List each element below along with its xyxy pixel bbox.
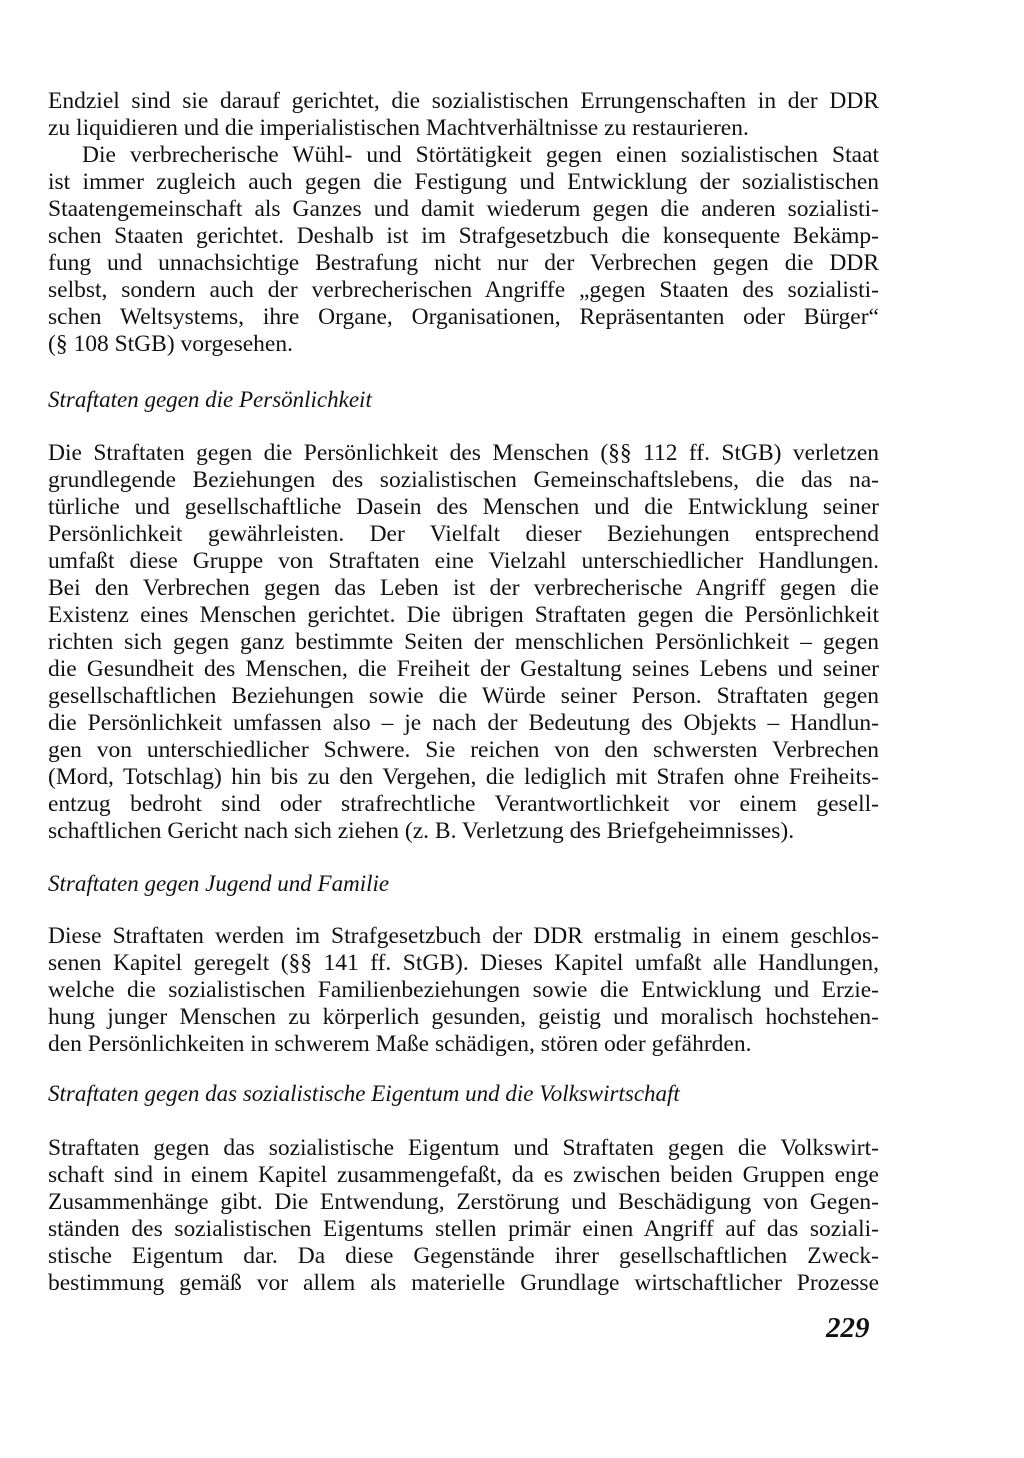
page-number: 229 — [826, 1312, 870, 1344]
body-text-line: (§ 108 StGB) vorgesehen. — [48, 331, 293, 357]
body-text-line: entzug bedroht sind oder strafrechtliche Verantwortlichkeit vor einem gesell- — [48, 791, 879, 817]
body-text-line: Die Straftaten gegen die Persönlichkeit des Menschen (§§ 112 ff. StGB) verletzen — [48, 440, 879, 466]
body-text-line: ständen des sozialistischen Eigentums stellen primär einen Angriff auf das soziali- — [48, 1216, 879, 1242]
section-heading: Straftaten gegen das sozialistische Eigentum und die Volkswirtschaft — [48, 1081, 680, 1106]
body-text-line: gen von unterschiedlicher Schwere. Sie reichen von den schwersten Verbrechen — [48, 737, 879, 763]
body-text-line: umfaßt diese Gruppe von Straftaten eine Vielzahl unterschiedlicher Handlungen. — [48, 548, 879, 574]
body-text-line: zu liquidieren und die imperialistischen Machtverhältnisse zu restaurieren. — [48, 115, 749, 141]
body-text-line: Diese Straftaten werden im Strafgesetzbuch der DDR erstmalig in einem geschlos- — [48, 923, 879, 949]
body-text-line: Straftaten gegen das sozialistische Eigentum und Straftaten gegen die Volkswirt- — [48, 1135, 879, 1161]
body-text-line: schaftlichen Gericht nach sich ziehen (z. B. Verletzung des Briefgeheimnisses). — [48, 818, 795, 844]
body-text-line: Zusammenhänge gibt. Die Entwendung, Zerstörung und Beschädigung von Gegen- — [48, 1189, 879, 1215]
body-text-line: die Gesundheit des Menschen, die Freiheit der Gestaltung seines Lebens und seiner — [48, 656, 879, 682]
body-text-line: ist immer zugleich auch gegen die Festigung und Entwicklung der sozialistischen — [48, 169, 879, 195]
body-text-line: richten sich gegen ganz bestimmte Seiten der menschlichen Persönlichkeit – gegen — [48, 629, 879, 655]
body-text-line: (Mord, Totschlag) hin bis zu den Vergehen, die lediglich mit Strafen ohne Freiheits- — [48, 764, 879, 790]
section-heading: Straftaten gegen die Persönlichkeit — [48, 387, 372, 412]
body-text-line: schaft sind in einem Kapitel zusammengefaßt, da es zwischen beiden Gruppen enge — [48, 1162, 879, 1188]
body-text-line: Die verbrecherische Wühl- und Störtätigkeit gegen einen sozialistischen Staat — [82, 142, 879, 168]
body-text-line: Staatengemeinschaft als Ganzes und damit wiederum gegen die anderen sozialisti- — [48, 196, 879, 222]
body-text-line: Bei den Verbrechen gegen das Leben ist der verbrecherische Angriff gegen die — [48, 575, 879, 601]
section-heading: Straftaten gegen Jugend und Familie — [48, 871, 390, 896]
body-text-line: fung und unnachsichtige Bestrafung nicht nur der Verbrechen gegen die DDR — [48, 250, 879, 276]
body-text-line: welche die sozialistischen Familienbeziehungen sowie die Entwicklung und Erzie- — [48, 977, 879, 1003]
body-text-line: schen Staaten gerichtet. Deshalb ist im Strafgesetzbuch die konsequente Bekämp- — [48, 223, 879, 249]
body-text-line: Existenz eines Menschen gerichtet. Die übrigen Straftaten gegen die Persönlichkeit — [48, 602, 879, 628]
body-text-line: den Persönlichkeiten in schwerem Maße schädigen, stören oder gefährden. — [48, 1031, 752, 1057]
body-text-line: türliche und gesellschaftliche Dasein des Menschen und die Entwicklung seiner — [48, 494, 879, 520]
body-text-line: die Persönlichkeit umfassen also – je nach der Bedeutung des Objekts – Handlun- — [48, 710, 879, 736]
body-text-line: selbst, sondern auch der verbrecherischen Angriffe „gegen Staaten des sozialisti- — [48, 277, 879, 303]
body-text-line: Endziel sind sie darauf gerichtet, die sozialistischen Errungenschaften in der DDR — [48, 88, 879, 114]
body-text-line: gesellschaftlichen Beziehungen sowie die Würde seiner Person. Straftaten gegen — [48, 683, 879, 709]
body-text-line: bestimmung gemäß vor allem als materielle Grundlage wirtschaftlicher Prozesse — [48, 1270, 879, 1296]
body-text-line: grundlegende Beziehungen des sozialistischen Gemeinschaftslebens, die das na- — [48, 467, 879, 493]
body-text-line: stische Eigentum dar. Da diese Gegenstände ihrer gesellschaftlichen Zweck- — [48, 1243, 879, 1269]
body-text-line: hung junger Menschen zu körperlich gesunden, geistig und moralisch hochstehen- — [48, 1004, 879, 1030]
body-text-line: Persönlichkeit gewährleisten. Der Vielfalt dieser Beziehungen entsprechend — [48, 521, 879, 547]
body-text-line: senen Kapitel geregelt (§§ 141 ff. StGB). Dieses Kapitel umfaßt alle Handlungen, — [48, 950, 879, 976]
body-text-line: schen Weltsystems, ihre Organe, Organisationen, Repräsentanten oder Bürger“ — [48, 304, 879, 330]
